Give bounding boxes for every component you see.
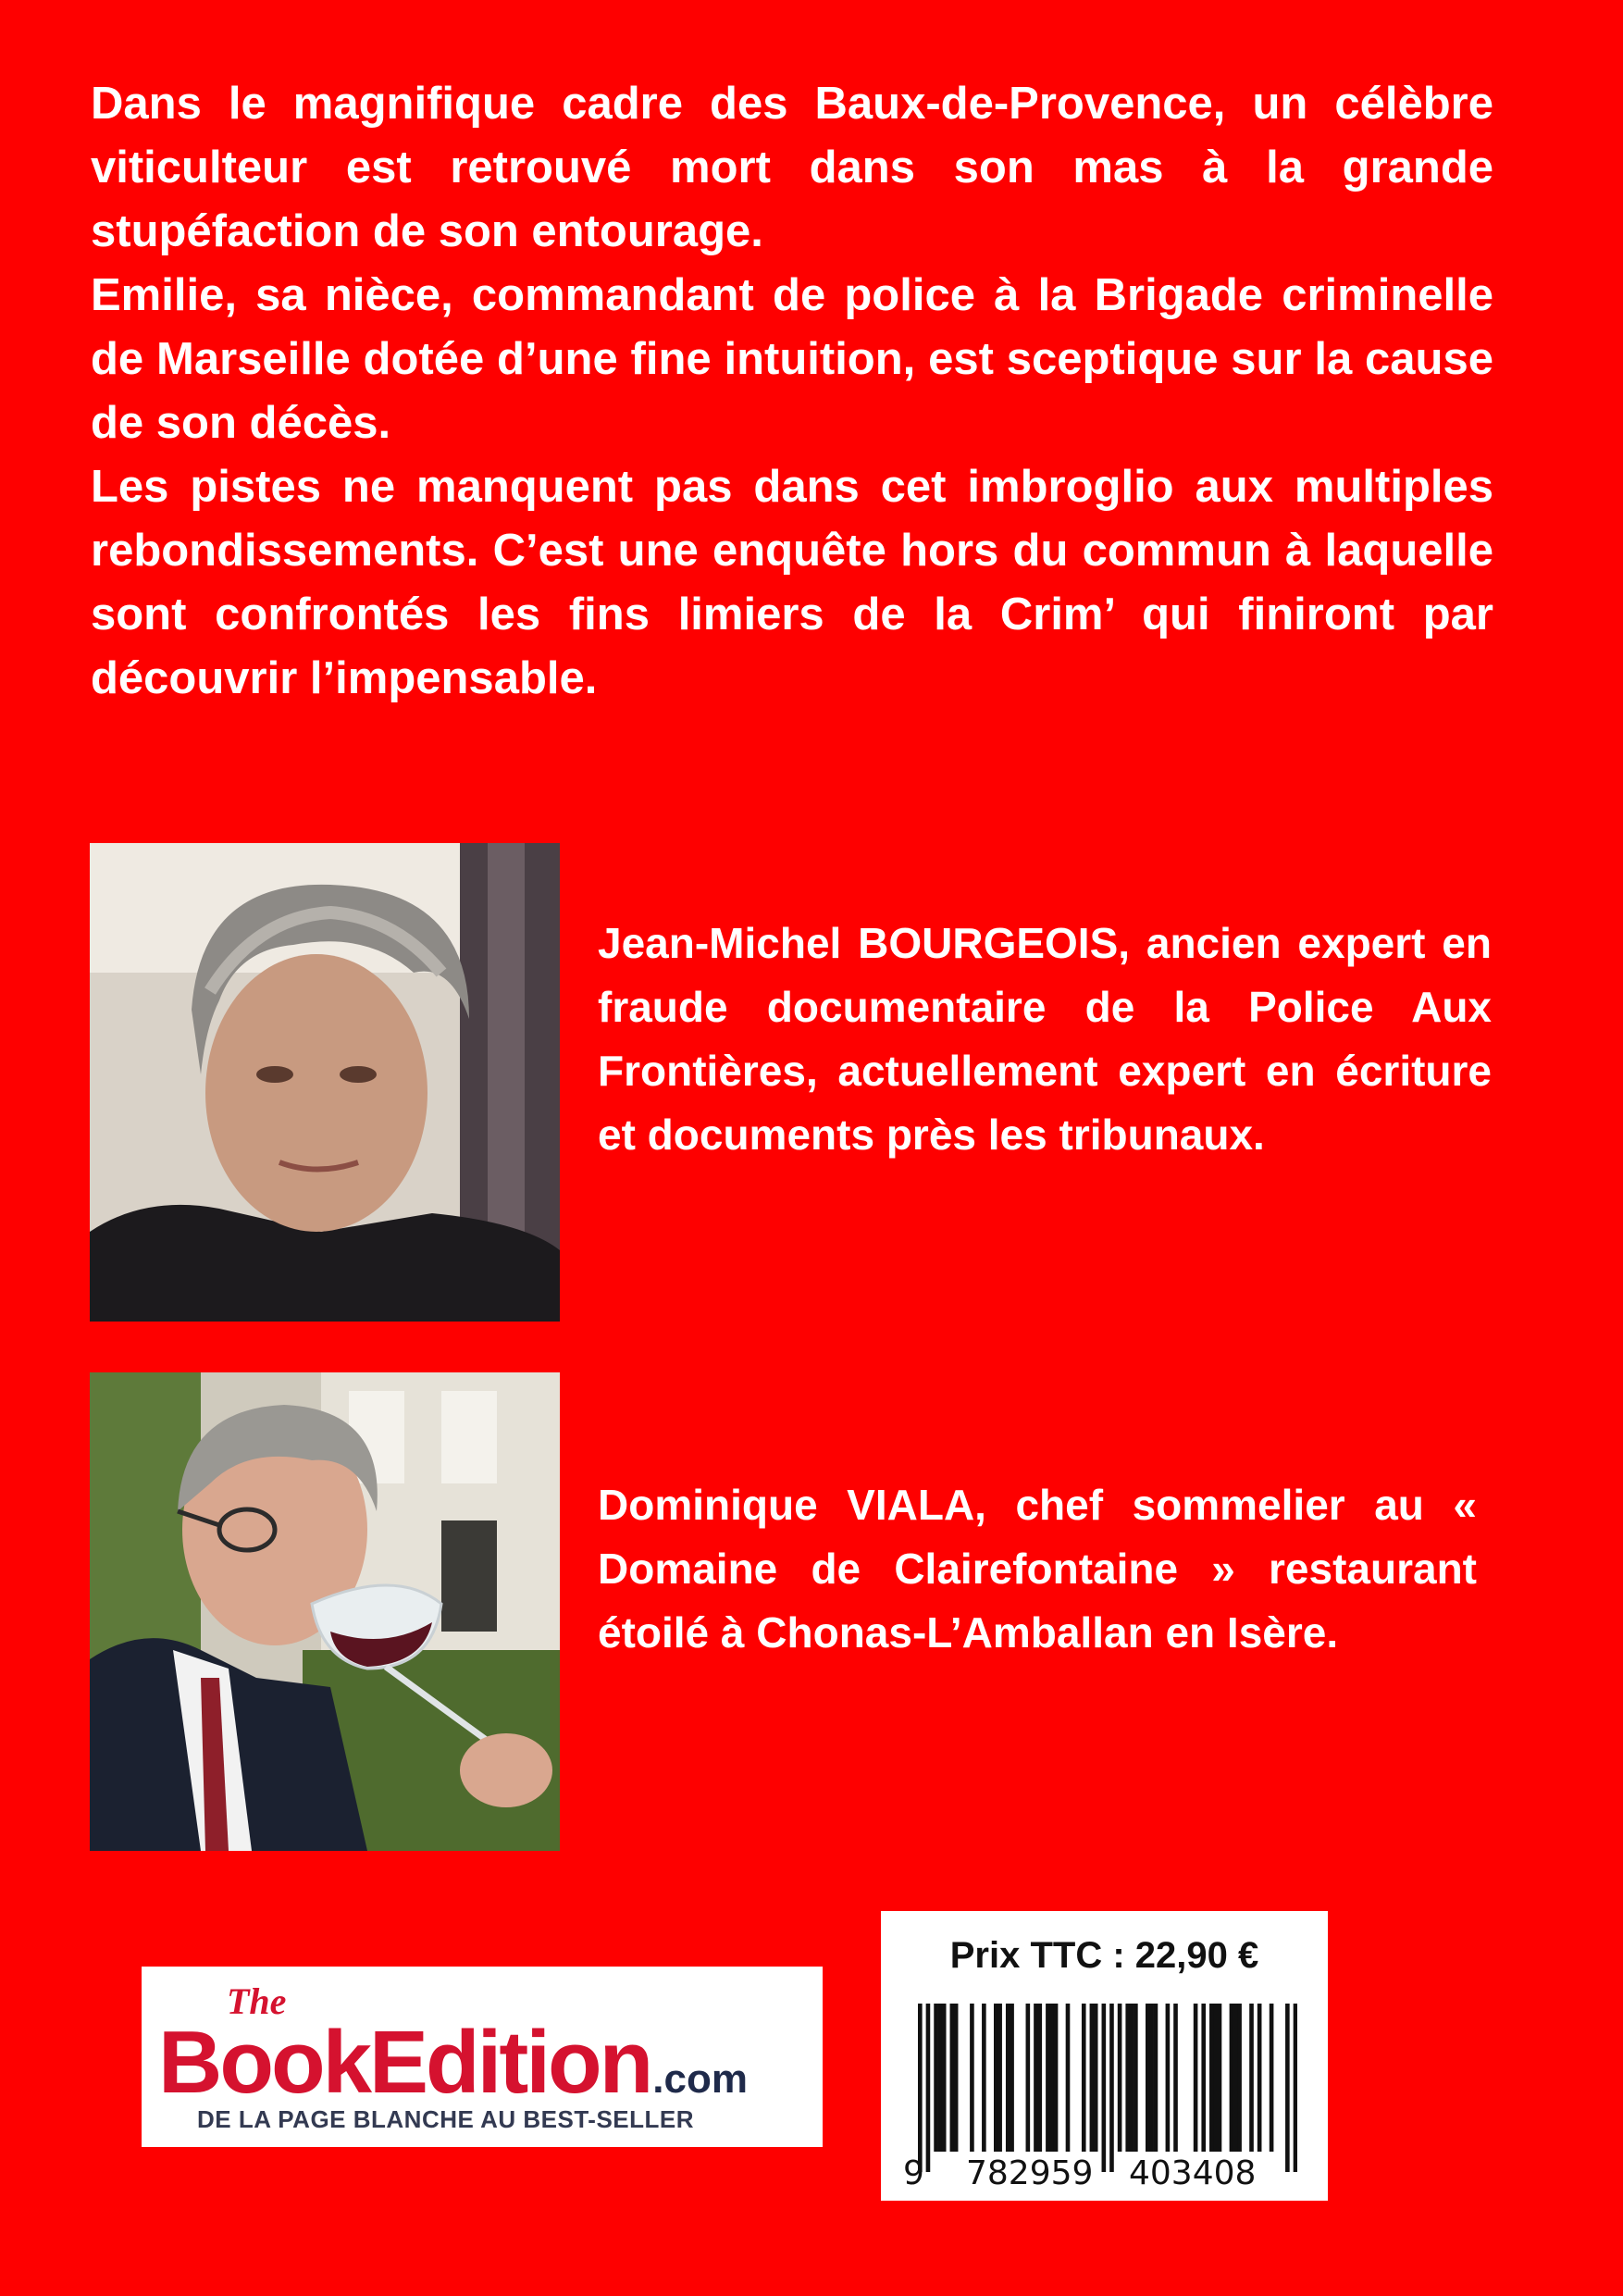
synopsis: [91, 72, 1493, 711]
barcode-bar: [1258, 2004, 1262, 2152]
barcode-bar: [1090, 2004, 1095, 2152]
isbn-first-digit: 9: [903, 2154, 924, 2192]
barcode-bar: [1209, 2004, 1214, 2152]
price-barcode-box: [881, 1911, 1328, 2201]
barcode-bar: [926, 2004, 931, 2172]
barcode-bar: [1026, 2004, 1031, 2152]
barcode-bar: [1173, 2004, 1178, 2152]
barcode-bar: [1230, 2004, 1234, 2152]
barcode-bar: [1213, 2004, 1218, 2152]
barcode-bar: [994, 2004, 998, 2152]
barcode-bar: [1218, 2004, 1222, 2152]
barcode-bar: [1270, 2004, 1274, 2152]
barcode-bar: [942, 2004, 947, 2152]
barcode-bar: [1082, 2004, 1086, 2152]
logo-name: BookEdition: [158, 2013, 651, 2112]
synopsis-paragraph-3: Les pistes ne manquent pas dans cet imbroglio aux multiples rebondissements. C’est une enquête hors du commun à laquelle sont confrontés les fins limiers de la Crim’ qui finiront par découvrir l’impensable.: [91, 462, 1493, 703]
barcode-bar: [1294, 2004, 1297, 2172]
barcode-bar: [1233, 2004, 1238, 2152]
publisher-logo: [142, 1967, 823, 2147]
barcode-bar: [1285, 2004, 1290, 2172]
barcode-bar: [1125, 2004, 1130, 2152]
barcode-bar: [950, 2004, 955, 2152]
barcode-bar: [1109, 2004, 1114, 2172]
logo-the: The: [227, 1980, 287, 2022]
barcode-bar: [1049, 2004, 1054, 2152]
barcode-bar: [1201, 2004, 1206, 2152]
barcode-bar: [1046, 2004, 1050, 2152]
barcode-bar: [997, 2004, 1002, 2152]
barcode-bar: [918, 2004, 923, 2172]
author-bio-1: Jean-Michel BOURGEOIS, ancien expert en fraude documentaire de la Police Aux Frontières, actuellement expert en écriture et documents près les tribunaux.: [598, 919, 1492, 1159]
barcode-bar: [982, 2004, 986, 2152]
barcode-bar: [1149, 2004, 1154, 2152]
barcode-bar: [1134, 2004, 1138, 2152]
barcode-bar: [954, 2004, 959, 2152]
barcode-bar: [1066, 2004, 1071, 2152]
synopsis-paragraph-2: Emilie, sa nièce, commandant de police à la Brigade criminelle de Marseille dotée d’une fine intuition, est sceptique sur la cause de son décès.: [91, 270, 1493, 448]
author-bio-2: Dominique VIALA, chef sommelier au « Domaine de Clairefontaine » restaurant étoilé à Chonas-L’Amballan en Isère.: [598, 1481, 1477, 1657]
author-photo-2: [90, 1372, 560, 1851]
author-photo-1: [90, 843, 560, 1322]
barcode-bar: [970, 2004, 974, 2152]
barcode-bar: [938, 2004, 943, 2152]
barcode-bar: [1037, 2004, 1042, 2152]
barcode-bar: [1146, 2004, 1150, 2152]
isbn-group-1: 782959: [966, 2154, 1094, 2192]
barcode-bar: [1094, 2004, 1098, 2152]
barcode-bar: [1249, 2004, 1254, 2152]
logo-tagline: DE LA PAGE BLANCHE AU BEST-SELLER: [197, 2105, 695, 2133]
barcode-bar: [1118, 2004, 1122, 2152]
barcode-bar: [1154, 2004, 1158, 2152]
barcode-bar: [1237, 2004, 1242, 2152]
barcode-bar: [1054, 2004, 1059, 2152]
barcode-icon: [918, 2004, 1297, 2172]
barcode-bar: [1010, 2004, 1014, 2152]
barcode-bar: [1130, 2004, 1134, 2152]
logo-domain: .com: [652, 2056, 748, 2102]
barcode-bar: [1166, 2004, 1171, 2152]
synopsis-paragraph-1: Dans le magnifique cadre des Baux-de-Provence, un célèbre viticulteur est retrouvé mort dans son mas à la grande stupéfaction de son entourage.: [91, 79, 1493, 256]
barcode-bar: [934, 2004, 938, 2152]
barcode-bar: [1194, 2004, 1198, 2152]
barcode-bar: [1006, 2004, 1010, 2152]
barcode-bar: [1034, 2004, 1038, 2152]
barcode-bar: [1102, 2004, 1107, 2172]
price-label: Prix TTC : 22,90 €: [949, 1935, 1259, 1976]
isbn-group-2: 403408: [1129, 2154, 1257, 2192]
